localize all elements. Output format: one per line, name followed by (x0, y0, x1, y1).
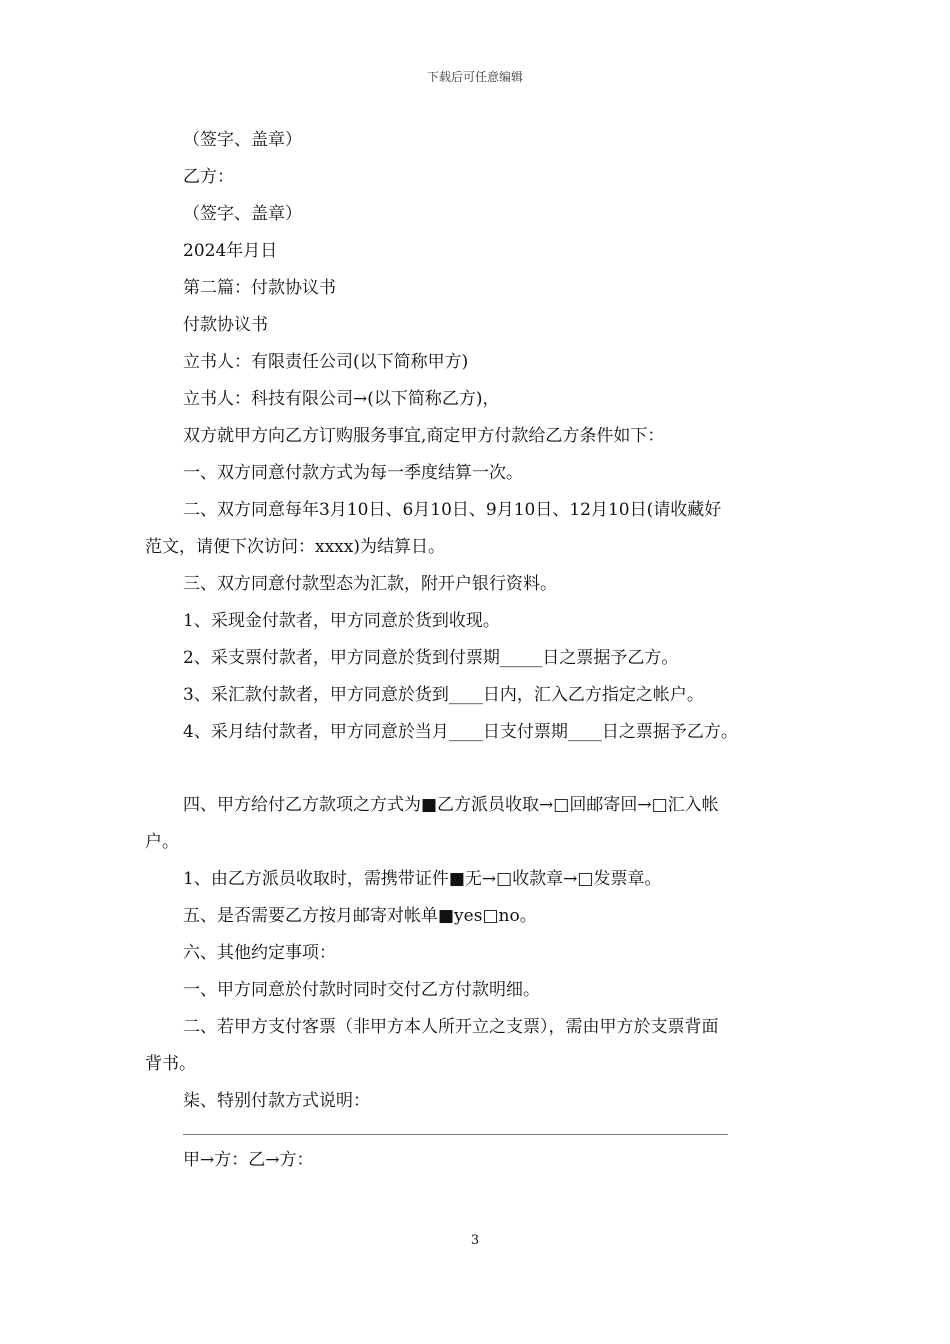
paragraph-party-b-intro: 立书人：科技有限公司→(以下简称乙方)， (183, 389, 500, 409)
clause-2-continued: 范文，请便下次访问：xxxx)为结算日。 (145, 537, 445, 557)
clause-1: 一、双方同意付款方式为每一季度结算一次。 (183, 463, 523, 483)
paragraph-signature-1: （签字、盖章） (183, 130, 302, 150)
clause-6-item-2: 二、若甲方支付客票（非甲方本人所开立之支票），需由甲方於支票背面 (183, 1017, 719, 1037)
document-body (145, 122, 810, 1179)
clause-3: 三、双方同意付款型态为汇款，附开户银行资料。 (183, 574, 557, 594)
paragraph-signature-2: （签字、盖章） (183, 204, 302, 224)
clause-7: 柒、特别付款方式说明： (183, 1091, 370, 1111)
clause-4-item-1: 1、由乙方派员收取时，需携带证件■无→□收款章→□发票章。 (183, 869, 662, 889)
page-number: 3 (470, 1233, 480, 1248)
paragraph-gap (145, 751, 810, 787)
blank-fill-line (183, 1134, 728, 1135)
clause-5: 五、是否需要乙方按月邮寄对帐单■yes□no。 (183, 906, 537, 926)
document-title: 付款协议书 (183, 315, 268, 335)
clause-3-item-4: 4、采月结付款者，甲方同意於当月____日支付票期____日之票据予乙方。 (183, 722, 738, 742)
paragraph-party-a-intro: 立书人：有限责任公司(以下简称甲方) (183, 352, 469, 372)
clause-3-item-3: 3、采汇款付款者，甲方同意於货到____日内，汇入乙方指定之帐户。 (183, 685, 704, 705)
clause-4-continued: 户。 (145, 832, 179, 852)
paragraph-party-b: 乙方： (183, 167, 234, 187)
paragraph-date: 2024年月日 (183, 241, 278, 261)
clause-6: 六、其他约定事项： (183, 943, 336, 963)
paragraph-preamble: 双方就甲方向乙方订购服务事宜,商定甲方付款给乙方条件如下： (183, 426, 665, 446)
clause-6-item-2-continued: 背书。 (145, 1054, 196, 1074)
clause-3-item-2: 2、采支票付款者，甲方同意於货到付票期_____日之票据予乙方。 (183, 648, 679, 668)
clause-6-item-1: 一、甲方同意於付款时同时交付乙方付款明细。 (183, 980, 540, 1000)
clause-2: 二、双方同意每年3月10日、6月10日、9月10日、12月10日(请收藏好 (183, 500, 722, 520)
clause-3-item-1: 1、采现金付款者，甲方同意於货到收现。 (183, 611, 500, 631)
section-heading: 第二篇：付款协议书 (183, 278, 336, 298)
signature-parties: 甲→方：乙→方： (183, 1150, 314, 1170)
page-header: 下载后可任意编辑 (426, 70, 523, 84)
clause-4: 四、甲方给付乙方款项之方式为■乙方派员收取→□回邮寄回→□汇入帐 (183, 795, 719, 815)
